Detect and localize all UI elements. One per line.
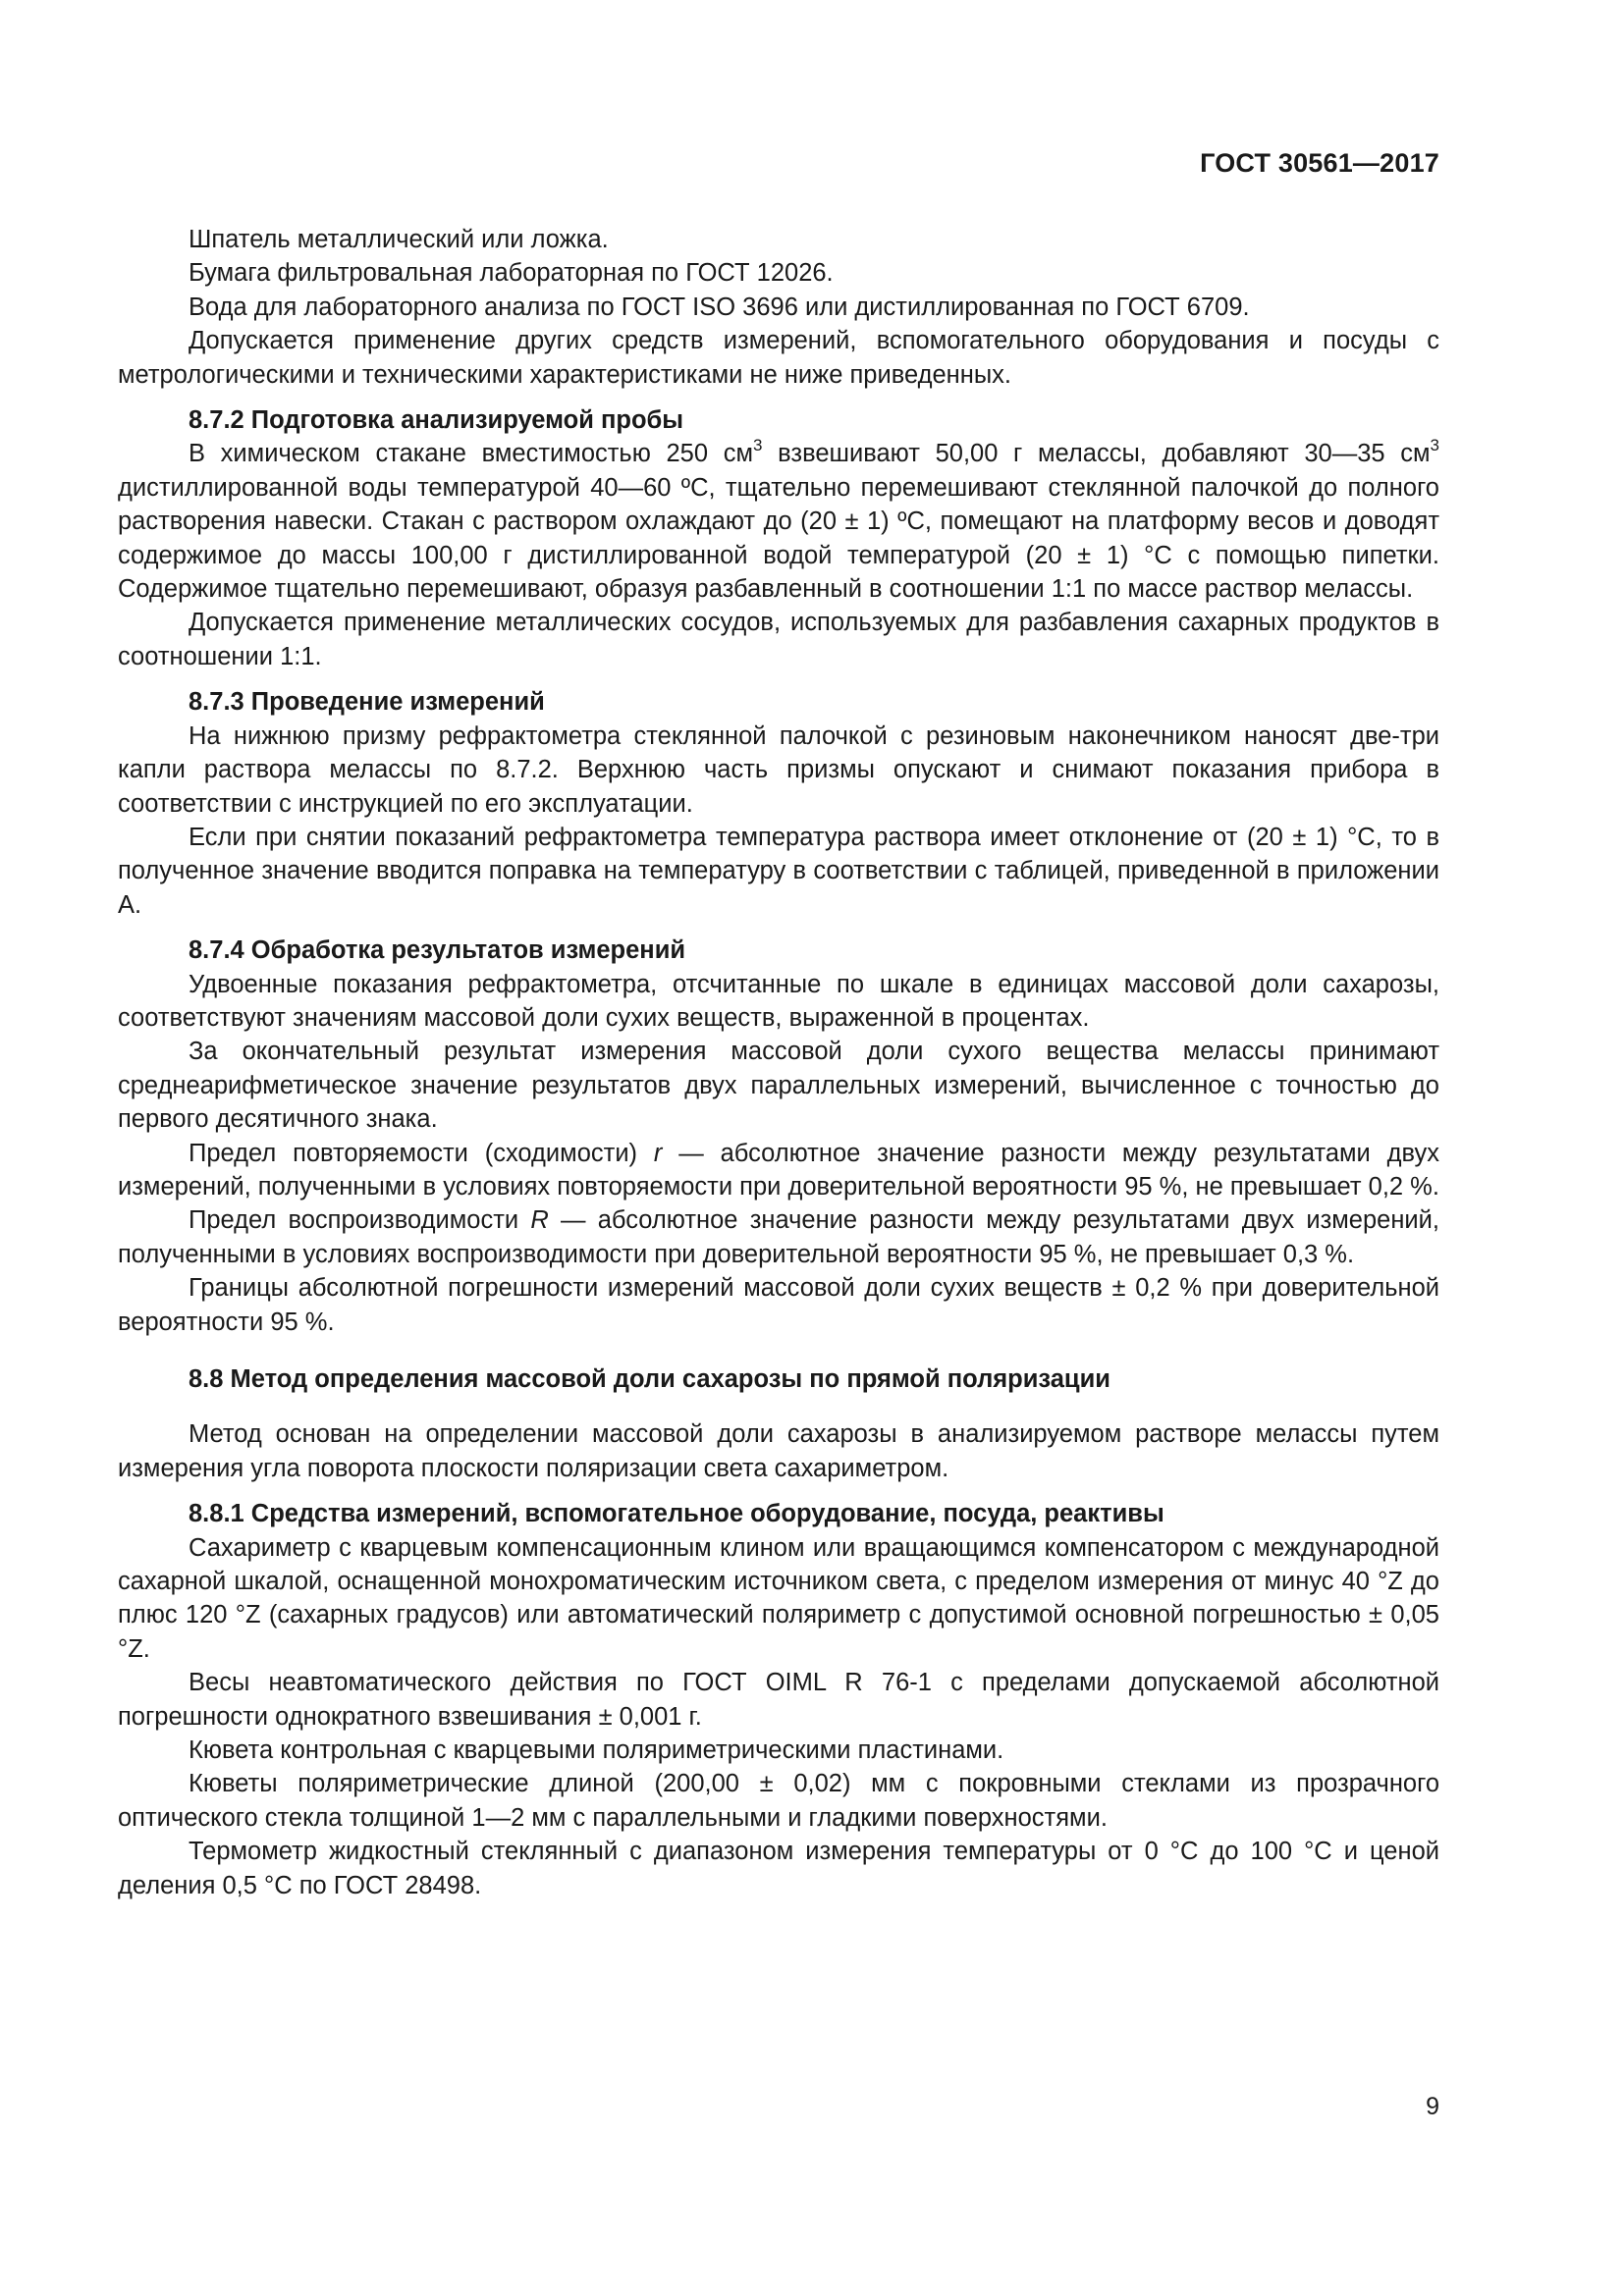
heading-8-8: 8.8 Метод определения массовой доли сахарозы по прямой поляризации [189,1365,1110,1393]
paragraph-thermometer: Термометр жидкостный стеклянный с диапазоном измерения температуры от 0 °С до 100 °С и ценой деления 0,5 °С по ГОСТ 28498. [118,1838,1439,1899]
paragraph-repeatability: Предел повторяемости (сходимости) r — абсолютное значение разности между результатами двух измерений, полученными в условиях повторяемости при доверительной вероятности 95 %, не превышает 0,2 %. [118,1139,1439,1201]
paragraph-temp-correction: Если при снятии показаний рефрактометра температура раствора имеет отклонение от (20 ± 1) °С, то в полученное значение вводится поправка на температуру в соответствии с таблицей, приведенной в приложении А. [118,823,1439,919]
document-body [118,223,1439,1902]
heading-8-7-2: 8.7.2 Подготовка анализируемой пробы [189,406,684,435]
paragraph-saccharimeter: Сахариметр с кварцевым компенсационным клином или вращающимся компенсатором с международной сахарной шкалой, оснащенной монохроматическим источником света, с пределом измерения от минус 40 °Z до плюс 120 °Z (сахарных градусов) или автоматический поляриметр с допустимой основной погрешностью ± 0,05 °Z. [118,1533,1439,1663]
paragraph-water: Вода для лабораторного анализа по ГОСТ ISO 3696 или дистиллированная по ГОСТ 6709. [189,293,1250,321]
paragraph-prism: На нижнюю призму рефрактометра стеклянной палочкой с резиновым наконечником наносят две-три капли раствора мелассы по 8.7.2. Верхнюю часть призмы опускают и снимают показания прибора в соответствии с инструкцией по его эксплуатации. [118,721,1439,818]
paragraph-doubled-readings: Удвоенные показания рефрактометра, отсчитанные по шкале в единицах массовой доли сахарозы, соответствуют значениям массовой доли сухих веществ, выраженной в процентах. [118,970,1439,1032]
paragraph-scales: Весы неавтоматического действия по ГОСТ OIML R 76-1 с пределами допускаемой абсолютной погрешности однократного взвешивания ± 0,001 г. [118,1669,1439,1731]
standard-code: ГОСТ 30561—2017 [1200,148,1439,178]
heading-8-7-4: 8.7.4 Обработка результатов измерений [189,936,686,965]
heading-8-8-1: 8.8.1 Средства измерений, вспомогательное оборудование, посуда, реактивы [189,1500,1164,1528]
paragraph-polarimetric-cuvettes: Кюветы поляриметрические длиной (200,00 ± 0,02) мм с покровными стеклами из прозрачного оптического стекла толщиной 1—2 мм с параллельными и гладкими поверхностями. [118,1770,1439,1832]
paragraph-error-bounds: Границы абсолютной погрешности измерений массовой доли сухих веществ ± 0,2 % при доверительной вероятности 95 %. [118,1274,1439,1336]
paragraph-spatula: Шпатель металлический или ложка. [189,226,609,253]
paragraph-control-cuvette: Кювета контрольная с кварцевыми поляриметрическими пластинами. [189,1736,1004,1765]
page-number: 9 [1426,2093,1439,2120]
paragraph-other-means: Допускается применение других средств измерений, вспомогательного оборудования и посуды с метрологическими и техническими характеристиками не ниже приведенных. [118,327,1439,389]
paragraph-final-result: За окончательный результат измерения массовой доли сухого вещества мелассы принимают среднеарифметическое значение результатов двух параллельных измерений, вычисленное с точностью до первого десятичного знака. [118,1038,1439,1134]
paragraph-metal-vessels: Допускается применение металлических сосудов, используемых для разбавления сахарных продуктов в соотношении 1:1. [118,609,1439,670]
paragraph-reproducibility: Предел воспроизводимости R — абсолютное значение разности между результатами двух измерений, полученными в условиях воспроизводимости при доверительной вероятности 95 %, не превышает 0,3 %. [118,1206,1439,1268]
heading-8-7-3: 8.7.3 Проведение измерений [189,688,545,717]
paragraph-filter-paper: Бумага фильтровальная лабораторная по ГОСТ 12026. [189,259,834,288]
paragraph-sample-prep: В химическом стакане вместимостью 250 $см^3$ взвешивают 50,00 г мелассы, добавляют 30—35 $см^3$ дистиллированной воды температурой 40—60 ºС, тщательно перемешивают стеклянной палочкой до полного растворения навески. Стакан с раствором охлаждают до (20 ± 1) ºС, помещают на платформу весов и доводят содержимое до массы 100,00 г дистиллированной водой температурой (20 ± 1) °С с помощью пипетки. Содержимое тщательно перемешивают, образуя разбавленный в соотношении 1:1 по массе раствор мелассы. [118,436,1439,604]
paragraph-method-basis: Метод основан на определении массовой доли сахарозы в анализируемом растворе мелассы путем измерения угла поворота плоскости поляризации света сахариметром. [118,1420,1439,1482]
